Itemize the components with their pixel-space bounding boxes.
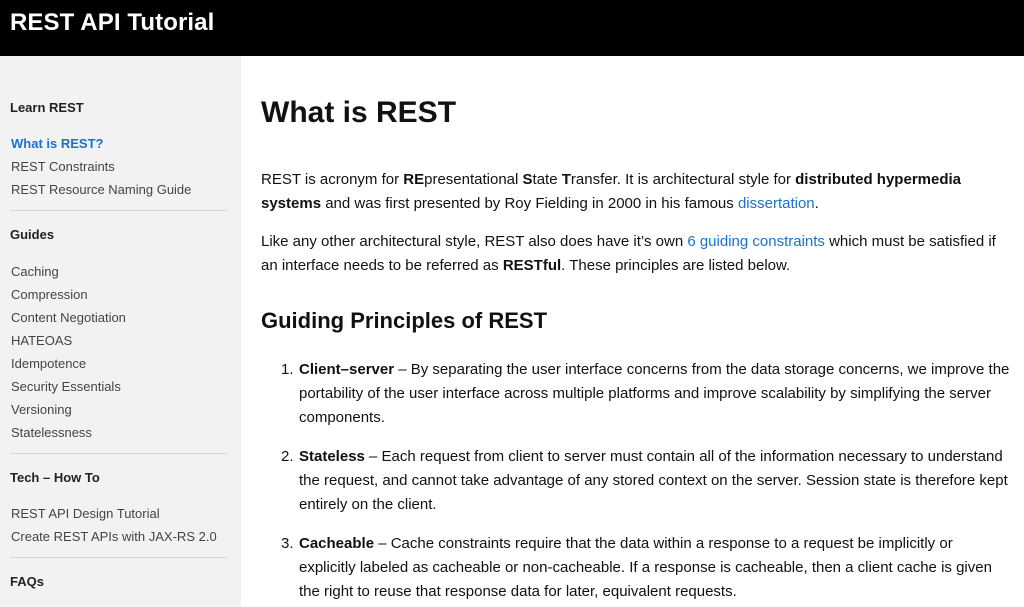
sidebar-item-create-rest-apis-jax-rs[interactable]: Create REST APIs with JAX-RS 2.0 <box>11 529 217 544</box>
sidebar-divider <box>10 557 227 558</box>
sidebar-item-versioning[interactable]: Versioning <box>11 402 72 417</box>
sidebar-item-caching[interactable]: Caching <box>11 264 59 279</box>
sidebar-heading-guides: Guides <box>10 227 55 242</box>
list-number: 3. <box>281 535 294 552</box>
constraints-paragraph <box>261 230 1006 278</box>
intro-text: . <box>814 195 819 212</box>
intro-text: REST is acronym for <box>261 171 404 188</box>
sidebar-item-what-is-rest[interactable]: What is REST? <box>11 136 104 151</box>
sidebar-item-rest-constraints[interactable]: REST Constraints <box>11 159 115 174</box>
sidebar <box>0 56 241 607</box>
intro-text: and was first presented by Roy Fielding in 2000 in his famous <box>321 195 738 212</box>
principle-name: Stateless <box>299 448 365 465</box>
intro-bold: distributed hypermedia systems <box>261 171 962 212</box>
intro-bold: RE <box>403 171 425 188</box>
constraints-bold: RESTful <box>502 257 562 274</box>
constraints-text: Like any other architectural style, REST also does have it’s own <box>261 233 688 250</box>
intro-paragraph <box>261 168 1006 216</box>
page-title: What is REST <box>261 96 457 129</box>
dissertation-link[interactable]: dissertation <box>737 195 815 212</box>
list-item <box>299 445 1011 517</box>
sidebar-divider <box>10 453 227 454</box>
list-number: 1. <box>281 361 294 378</box>
sidebar-item-security-essentials[interactable]: Security Essentials <box>11 379 121 394</box>
principle-name: Client–server <box>299 361 395 378</box>
list-number: 2. <box>281 448 294 465</box>
constraints-text: . These principles are listed below. <box>561 257 791 274</box>
sidebar-item-resource-naming-guide[interactable]: REST Resource Naming Guide <box>11 182 192 197</box>
site-title-link[interactable]: REST API Tutorial <box>10 9 215 36</box>
intro-bold: T <box>561 171 571 188</box>
sidebar-item-hateoas[interactable]: HATEOAS <box>11 333 73 348</box>
principle-text: – Cache constraints require that the data within a response to a request be implicitly or explicitly labeled as cacheable or non-cacheable. If a response is cacheable, then a client cache is given the right to reuse that response data for later, equivalent requests. <box>299 535 992 600</box>
intro-bold: S <box>522 171 533 188</box>
sidebar-item-content-negotiation[interactable]: Content Negotiation <box>11 310 126 325</box>
constraints-text: which must be satisfied if an interface needs to be referred as <box>261 233 996 274</box>
principle-text: – By separating the user interface concerns from the data storage concerns, we improve the portability of the user interface across multiple platforms and improve scalability by simplifying the server components. <box>299 361 1010 426</box>
sidebar-item-rest-api-design-tutorial[interactable]: REST API Design Tutorial <box>11 506 160 521</box>
section-title: Guiding Principles of REST <box>261 308 548 333</box>
sidebar-heading-learn-rest: Learn REST <box>10 100 84 115</box>
sidebar-item-idempotence[interactable]: Idempotence <box>11 356 87 371</box>
intro-text: presentational <box>424 171 523 188</box>
intro-text: tate <box>532 171 562 188</box>
sidebar-item-compression[interactable]: Compression <box>11 287 88 302</box>
sidebar-heading-faqs: FAQs <box>10 574 44 589</box>
intro-text: ransfer. It is architectural style for <box>570 171 796 188</box>
principle-text: – Each request from client to server must contain all of the information necessary to understand the request, and cannot take advantage of any stored context on the server. Session state is therefore kept entirely on the client. <box>299 448 1008 513</box>
sidebar-item-statelessness[interactable]: Statelessness <box>11 425 92 440</box>
sidebar-heading-tech-how-to: Tech – How To <box>10 470 100 485</box>
site-header <box>0 0 1024 56</box>
main-content <box>241 56 1024 607</box>
guiding-constraints-link[interactable]: 6 guiding constraints <box>687 233 825 250</box>
list-item <box>299 532 1011 604</box>
principle-name: Cacheable <box>299 535 375 552</box>
list-item <box>299 358 1011 430</box>
sidebar-divider <box>10 210 227 211</box>
